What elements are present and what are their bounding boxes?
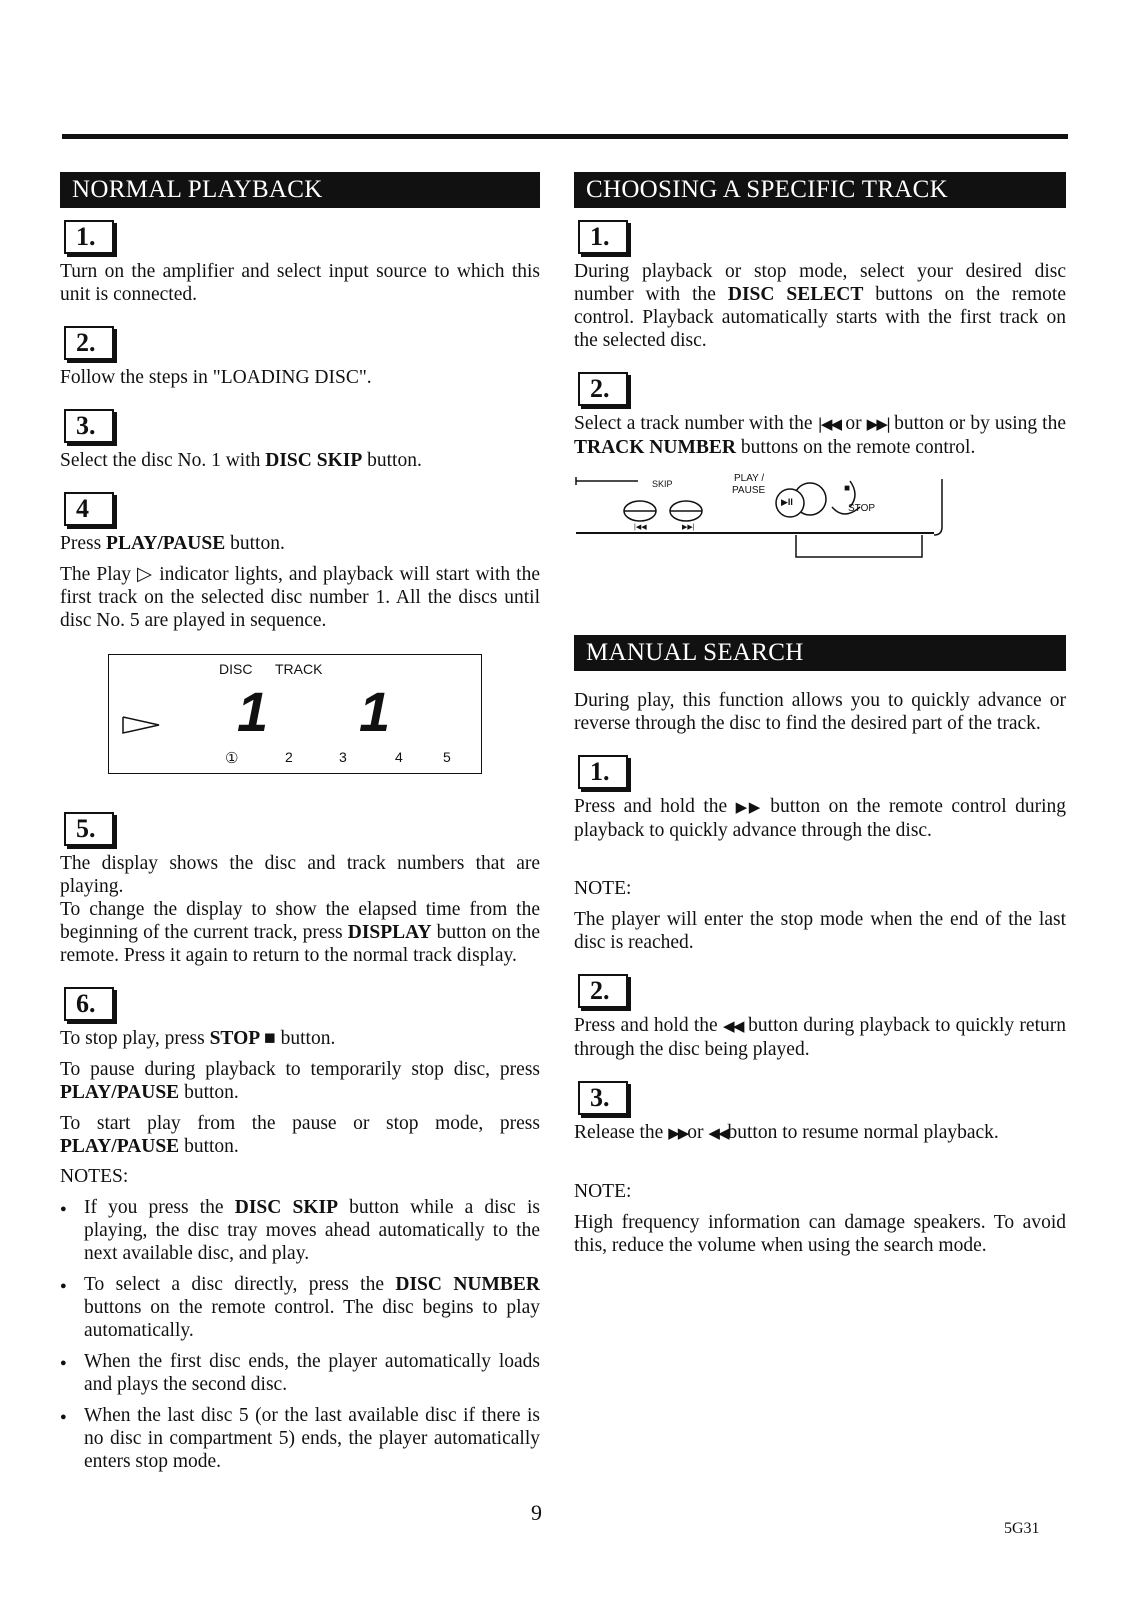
prev-track-icon: |◀◀: [634, 524, 647, 531]
step-text: To change the display to show the elapsed time from the beginning of the current track, press DISPLAY button on the remote. Press it again to return to the normal track display.: [60, 899, 540, 966]
step-number: 1.: [578, 220, 628, 254]
play-pause-icon: ▶II: [781, 497, 793, 507]
notes-list: [60, 1196, 540, 1473]
specific-track-section: [574, 172, 1066, 1265]
disc-slot: 2: [285, 749, 293, 765]
normal-playback-section: [60, 172, 540, 1481]
prev-track-icon: |◀◀: [817, 415, 841, 433]
step-text: To pause during playback to temporarily stop disc, press PLAY/PAUSE button.: [60, 1059, 540, 1103]
step-text: To start play from the pause or stop mode, press PLAY/PAUSE button.: [60, 1113, 540, 1157]
step-text: Select a track number with the |◀◀ or ▶▶| button or by using the TRACK NUMBER buttons on the remote control.: [574, 413, 1067, 458]
manual-search-title: MANUAL SEARCH: [574, 635, 1066, 671]
step-number: 2.: [64, 326, 114, 360]
step-number: 3.: [64, 409, 114, 443]
fast-forward-icon: ▶▶: [668, 1124, 688, 1142]
remote-panel-diagram: [574, 473, 954, 565]
stop-label: STOP: [848, 503, 876, 514]
track-label: TRACK: [275, 661, 323, 677]
step-text: Follow the steps in "LOADING DISC".: [60, 367, 372, 388]
list-item: ● When the first disc ends, the player automatically loads and plays the second disc.: [84, 1350, 540, 1396]
page-number: 9: [531, 1500, 542, 1525]
skip-label: SKIP: [652, 479, 673, 489]
step-number: 5.: [64, 812, 114, 846]
play-indicator-icon: [121, 713, 161, 737]
specific-track-title: CHOOSING A SPECIFIC TRACK: [574, 172, 1066, 208]
list-item: ● When the last disc 5 (or the last available disc if there is no disc in compartment 5) ends, the player automatically enters stop mode.: [84, 1404, 540, 1473]
disc-number-value: 1: [237, 680, 269, 743]
disc-slot: 5: [443, 749, 451, 765]
rewind-icon: ◀◀: [722, 1017, 743, 1035]
play-pause-label: PLAY /: [734, 473, 765, 484]
document-code: 5G31: [1004, 1520, 1040, 1537]
rewind-icon: ◀◀: [708, 1124, 728, 1142]
list-item: ● To select a disc directly, press the DISC NUMBER buttons on the remote control. The disc begins to play automatically.: [84, 1273, 540, 1342]
step-text: During playback or stop mode, select your desired disc number with the DISC SELECT buttons on the remote control. Playback automatically starts with the first track on the selected disc.: [574, 261, 1067, 351]
disc-slot: 3: [339, 749, 347, 765]
step-number: 2.: [578, 974, 628, 1008]
next-track-icon: ▶▶|: [682, 524, 695, 531]
note-text: High frequency information can damage speakers. To avoid this, reduce the volume when using the search mode.: [574, 1212, 1066, 1256]
step-text: To stop play, press STOP ■ button.: [60, 1028, 336, 1049]
step-text: The Play ▷ indicator lights, and playback will start with the first track on the selected disc number 1. All the discs until disc No. 5 are played in sequence.: [60, 564, 540, 631]
intro-text: During play, this function allows you to quickly advance or reverse through the disc to find the desired part of the track.: [574, 690, 1066, 734]
step-text: Select the disc No. 1 with DISC SKIP button.: [60, 450, 422, 471]
step-text: Turn on the amplifier and select input source to which this unit is connected.: [60, 261, 540, 305]
disc-slot: 4: [395, 749, 403, 765]
note-heading: NOTE:: [574, 878, 632, 899]
step-text: Press and hold the ◀◀ button during playback to quickly return through the disc being played.: [574, 1015, 1066, 1060]
notes-heading: NOTES:: [60, 1166, 129, 1187]
fast-forward-icon: ▶▶: [735, 798, 762, 816]
step-text: Press PLAY/PAUSE button.: [60, 533, 285, 554]
normal-playback-title: NORMAL PLAYBACK: [60, 172, 540, 208]
disc-label: DISC: [219, 661, 253, 677]
display-panel: [108, 654, 482, 774]
top-rule: [62, 134, 1068, 139]
note-heading: NOTE:: [574, 1181, 632, 1202]
step-number: 3.: [578, 1081, 628, 1115]
stop-icon: ■: [844, 483, 851, 494]
step-number: 6.: [64, 987, 114, 1021]
track-number-value: 1: [359, 680, 391, 743]
list-item: ● If you press the DISC SKIP button while a disc is playing, the disc tray moves ahead automatically to the next available disc, and play.: [84, 1196, 540, 1265]
step-number: 4: [64, 492, 114, 526]
disc-slot: ①: [225, 750, 239, 767]
step-number: 2.: [578, 372, 628, 406]
play-pause-label: PAUSE: [732, 485, 766, 496]
step-text: Release the ▶▶or ◀◀button to resume normal playback.: [574, 1122, 999, 1143]
step-number: 1.: [64, 220, 114, 254]
step-text: Press and hold the ▶▶ button on the remote control during playback to quickly advance through the disc.: [574, 796, 1066, 841]
step-number: 1.: [578, 755, 628, 789]
note-text: The player will enter the stop mode when the end of the last disc is reached.: [574, 909, 1066, 953]
step-text: The display shows the disc and track numbers that are playing.: [60, 853, 540, 897]
next-track-icon: ▶▶|: [866, 415, 890, 433]
